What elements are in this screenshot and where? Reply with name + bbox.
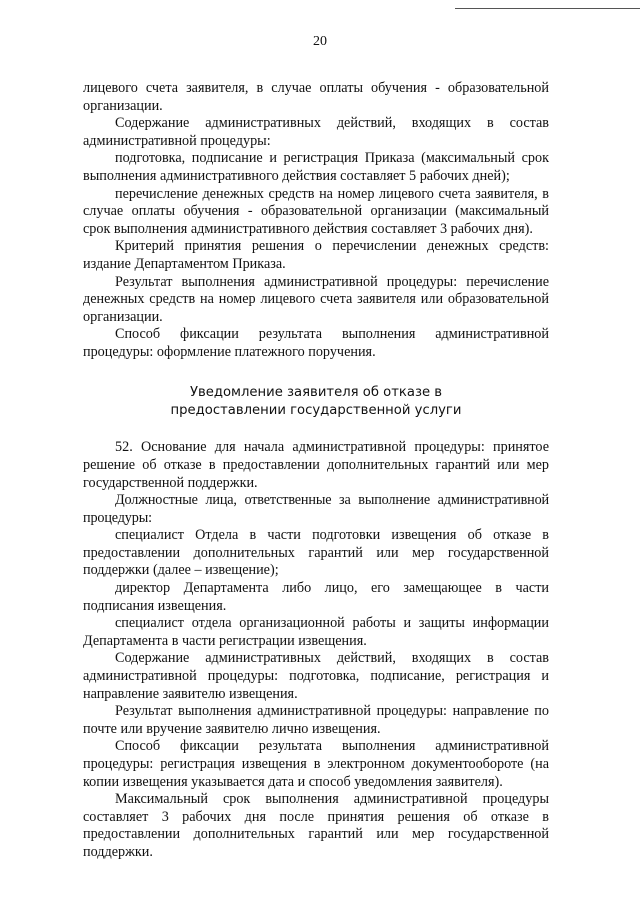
section-heading-line: предоставлении государственной услуги (170, 402, 462, 418)
section-heading (83, 384, 549, 421)
paragraph: специалист Отдела в части подготовки извещения об отказе в предоставлении дополнительных гарантий или мер государственной поддержки (далее – извещение); (83, 527, 549, 579)
document-body (83, 80, 549, 862)
paragraph: директор Департамента либо лицо, его замещающее в части подписания извещения. (83, 580, 549, 614)
paragraph: Результат выполнения административной процедуры: направление по почте или вручение заявителю лично извещения. (83, 703, 549, 737)
paragraph: лицевого счета заявителя, в случае оплаты обучения - образовательной организации. (83, 80, 549, 114)
paragraph: Содержание административных действий, входящих в состав административной процедуры: (83, 115, 549, 149)
paragraph: Критерий принятия решения о перечислении денежных средств: издание Департаментом Приказа. (83, 238, 549, 272)
paragraph: специалист отдела организационной работы и защиты информации Департамента в части регистрации извещения. (83, 615, 549, 649)
paragraph: Максимальный срок выполнения административной процедуры составляет 3 рабочих дня после принятия решения об отказе в предоставлении дополнительных гарантий или мер государственной поддержки. (83, 791, 549, 860)
paragraph: перечисление денежных средств на номер лицевого счета заявителя, в случае оплаты обучения - образовательной организации (максимальный срок выполнения административного действия составляет 3 рабочих дня). (83, 185, 549, 237)
paragraph: Должностные лица, ответственные за выполнение административной процедуры: (83, 492, 549, 526)
paragraph: подготовка, подписание и регистрация Приказа (максимальный срок выполнения административного действия составляет 5 рабочих дней); (83, 150, 549, 184)
paragraph: Способ фиксации результата выполнения административной процедуры: регистрация извещения в электронном документообороте (на копии извещения указывается дата и способ уведомления заявителя). (83, 738, 549, 790)
page-number: 20 (313, 34, 327, 49)
paragraph: Способ фиксации результата выполнения административной процедуры: оформление платежного поручения. (83, 326, 549, 360)
paragraph: Содержание административных действий, входящих в состав административной процедуры: подготовка, подписание, регистрация и направление заявителю извещения. (83, 650, 549, 702)
paragraph: 52. Основание для начала административной процедуры: принятое решение об отказе в предоставлении дополнительных гарантий или мер государственной поддержки. (83, 439, 549, 491)
paragraph: Результат выполнения административной процедуры: перечисление денежных средств на номер лицевого счета заявителя или образовательной организации. (83, 273, 549, 325)
section-heading-line: Уведомление заявителя об отказе в (189, 384, 443, 400)
top-rule (455, 8, 640, 9)
